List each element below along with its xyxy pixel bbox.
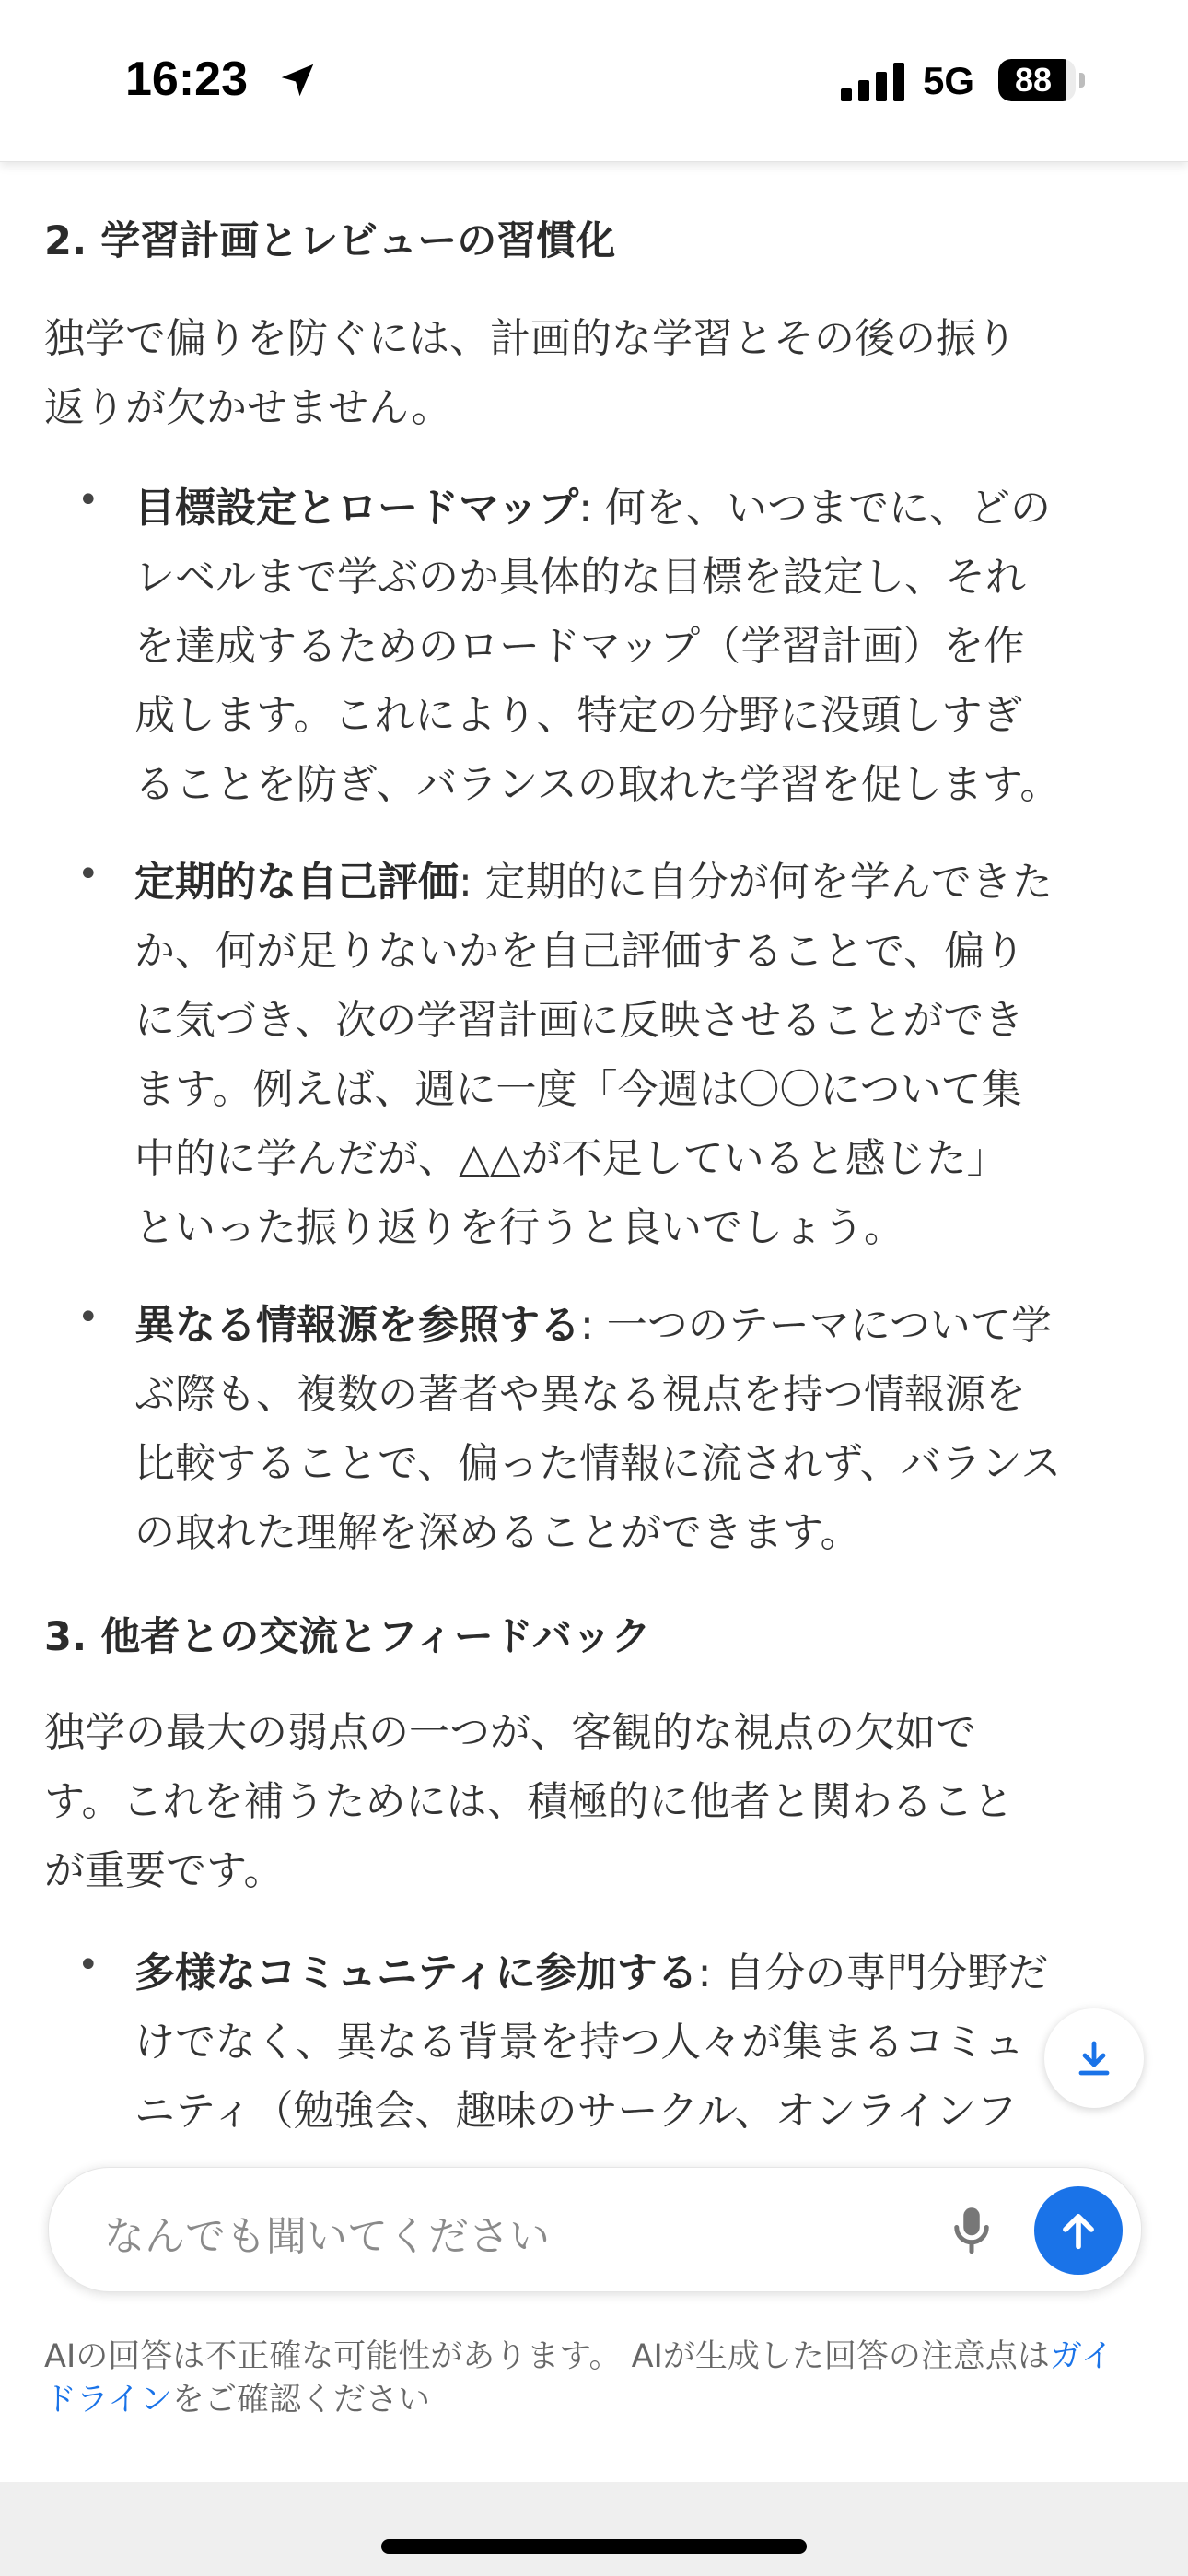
battery-level-text: 88 xyxy=(1014,61,1053,99)
network-type-label: 5G xyxy=(923,59,975,102)
scroll-to-bottom-button[interactable] xyxy=(1044,2008,1144,2108)
chat-input-bar xyxy=(48,2167,1142,2292)
chat-response-content xyxy=(0,161,1188,2133)
signal-bars-icon xyxy=(841,63,905,101)
list-item: 異なる情報源を参照する: 一つのテーマについて学 ぶ際も、複数の著者や異なる視点を持つ情報源を 比較することで、偏った情報に流されず、バランス の取れた理解を深めることができます。 xyxy=(134,1302,1062,1556)
list-item-title: 目標設定とロードマップ xyxy=(134,485,579,532)
battery-icon xyxy=(998,59,1085,101)
list-item-title: 多様なコミュニティに参加する xyxy=(134,1950,698,1996)
microphone-icon[interactable] xyxy=(944,2201,999,2258)
list-item-title: 異なる情報源を参照する xyxy=(134,1302,580,1349)
section-heading: 3. 他者との交流とフィードバック xyxy=(44,1614,651,1660)
bullet-dot: • xyxy=(77,853,99,896)
bullet-dot: • xyxy=(77,1296,99,1339)
arrow-up-icon xyxy=(1054,2207,1102,2254)
chat-input-field[interactable]: なんでも聞いてください xyxy=(104,2213,550,2260)
home-indicator[interactable] xyxy=(381,2539,807,2554)
download-arrow-icon xyxy=(1072,2036,1116,2080)
section-heading: 2. 学習計画とレビューの習慣化 xyxy=(44,218,616,264)
section-intro: 独学で偏りを防ぐには、計画的な学習とその後の振り 返りが欠かせません。 xyxy=(44,315,1017,431)
bottom-safe-area xyxy=(0,2482,1188,2576)
ai-disclaimer: AIの回答は不正確な可能性があります。 AIが生成した回答の注意点はガイ ドラインをご確認ください xyxy=(44,2338,1113,2418)
list-item-title: 定期的な自己評価 xyxy=(134,859,459,906)
location-arrow-icon xyxy=(276,59,319,101)
status-time: 16:23 xyxy=(125,53,248,106)
send-button[interactable] xyxy=(1034,2186,1123,2275)
section-intro: 独学の最大の弱点の一つが、客観的な視点の欠如で す。これを補うためには、積極的に他者と関わること が重要です。 xyxy=(44,1709,1014,1894)
status-bar xyxy=(0,0,1188,162)
guidelines-link[interactable]: ドライン xyxy=(44,2382,172,2418)
bullet-dot: • xyxy=(77,479,99,521)
list-item: 多様なコミュニティに参加する: 自分の専門分野だ けでなく、異なる背景を持つ人々が集まるコミュ ニティ（勉強会、趣味のサークル、オンラインフ xyxy=(134,1950,1049,2133)
list-item: 目標設定とロードマップ: 何を、いつまでに、どの レベルまで学ぶのか具体的な目標を設定し、それ を達成するためのロードマップ（学習計画）を作 成します。これにより、特定の分野に没頭しすぎ ることを防ぎ、バランスの取れた学習を促します。 xyxy=(134,485,1061,808)
bullet-dot: • xyxy=(77,1944,99,1986)
guidelines-link[interactable]: ガイ xyxy=(1049,2338,1113,2375)
list-item: 定期的な自己評価: 定期的に自分が何を学んできた か、何が足りないかを自己評価することで、偏り に気づき、次の学習計画に反映させることができ ます。例えば、週に一度「今週は〇〇について集 中的に学んだが、△△が不足していると感じた」 といった振り返りを行うと良いでしょう。 xyxy=(134,859,1053,1251)
